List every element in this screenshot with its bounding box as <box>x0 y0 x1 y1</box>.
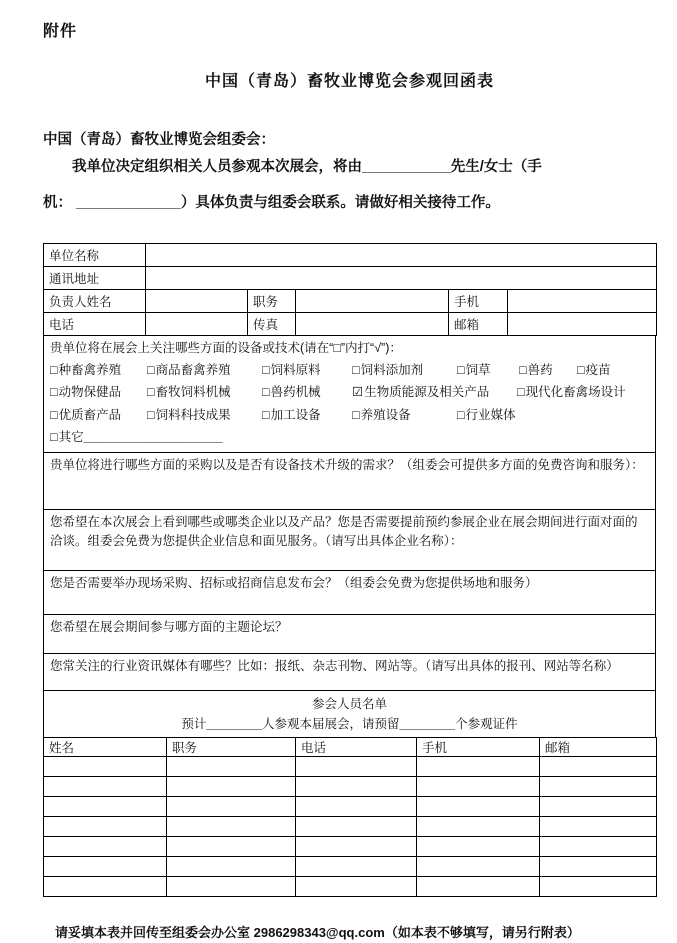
checkbox-icon: □ <box>50 430 58 444</box>
email-label: 邮箱 <box>449 313 508 336</box>
question-text: 您是否需要举办现场采购、招标或招商信息发布会？（组委会免费为您提供场地和服务） <box>50 575 538 590</box>
checkbox-item[interactable] <box>147 359 262 382</box>
question-procurement-cell[interactable] <box>44 452 656 509</box>
participant-cell[interactable] <box>296 776 417 796</box>
checkbox-icon: □ <box>50 362 58 377</box>
focus-areas-cell <box>44 336 656 453</box>
subtitle-text: 人参观本届展会，请预留 <box>261 716 400 731</box>
checkbox-item[interactable] <box>147 381 262 404</box>
attachment-label: 附件 <box>43 23 78 40</box>
participant-cell[interactable] <box>296 876 417 896</box>
participants-table <box>43 737 657 897</box>
subtitle-text: 个参观证件 <box>455 716 518 731</box>
address-input-cell[interactable] <box>146 267 657 290</box>
checkbox-line <box>50 381 649 404</box>
table-row <box>44 336 656 453</box>
participant-row <box>44 876 657 896</box>
checkbox-label: 优质畜产品 <box>58 407 122 422</box>
checkbox-item[interactable] <box>50 381 147 404</box>
checkbox-icon: □ <box>147 362 155 377</box>
intro-line-2 <box>43 185 656 221</box>
column-header-position: 职务 <box>167 737 296 756</box>
address-label: 通讯地址 <box>44 267 146 290</box>
checkbox-icon: □ <box>577 362 585 377</box>
table-row <box>44 244 657 267</box>
participant-cell[interactable] <box>167 756 296 776</box>
checkbox-icon: □ <box>262 407 270 422</box>
fill-blank-visitor-count[interactable]: ________ <box>206 716 262 731</box>
participants-subtitle <box>50 714 649 734</box>
question-text: 您常关注的行业资讯媒体有哪些？比如：报纸、杂志刊物、网站等。（请写出具体的报刊、网站等名称） <box>50 658 619 673</box>
checkbox-label: 疫苗 <box>585 362 611 377</box>
checkbox-icon: □ <box>457 407 465 422</box>
subtitle-text: 预计 <box>181 716 207 731</box>
mobile-input-cell[interactable] <box>508 290 657 313</box>
table-row <box>44 509 656 570</box>
fax-label: 传真 <box>248 313 296 336</box>
checkbox-label: 兽药机械 <box>270 385 321 399</box>
checkbox-item[interactable] <box>577 359 611 382</box>
company-name-input-cell[interactable] <box>146 244 657 267</box>
intro-text: 先生/女士（手 <box>450 159 542 175</box>
participant-cell[interactable] <box>44 816 167 836</box>
participant-cell[interactable] <box>540 836 657 856</box>
participant-cell[interactable] <box>417 796 540 816</box>
participant-cell[interactable] <box>44 876 167 896</box>
table-row <box>44 653 656 690</box>
page-title: 中国（青岛）畜牧业博览会参观回函表 <box>204 73 494 90</box>
participants-header-row <box>44 737 657 756</box>
checkbox-item[interactable] <box>457 359 519 382</box>
table-row <box>44 313 657 336</box>
fill-blank-contact-mobile[interactable]: _____________ <box>76 195 181 211</box>
checkbox-label: 畜牧饲料机械 <box>155 385 231 399</box>
participant-row <box>44 836 657 856</box>
participant-cell[interactable] <box>167 856 296 876</box>
checkbox-item[interactable] <box>457 404 519 427</box>
question-text: 您希望在展会期间参与哪方面的主题论坛？ <box>50 619 288 634</box>
participant-cell[interactable] <box>296 756 417 776</box>
fill-blank-contact-name[interactable]: ___________ <box>362 159 451 175</box>
footer-note <box>43 924 668 942</box>
checkbox-item[interactable] <box>517 381 626 404</box>
participant-cell[interactable] <box>296 856 417 876</box>
mobile-label: 手机 <box>449 290 508 313</box>
column-header-email: 邮箱 <box>540 737 657 756</box>
intro-paragraph <box>43 149 656 221</box>
checkbox-label: 饲料添加剂 <box>360 362 424 377</box>
participant-cell[interactable] <box>296 836 417 856</box>
question-text: 贵单位将进行哪些方面的采购以及是否有设备技术升级的需求？（组委会可提供多方面的免费咨询和服务）： <box>50 457 644 472</box>
checkbox-options <box>50 359 649 449</box>
intro-text: 机： <box>43 195 77 211</box>
checkbox-label: 养殖设备 <box>360 407 411 422</box>
checkbox-icon: □ <box>352 362 360 377</box>
checkbox-icon: □ <box>517 385 525 399</box>
checkbox-label: 行业媒体 <box>465 407 516 422</box>
checkbox-item[interactable] <box>352 404 457 427</box>
checkbox-item[interactable] <box>50 359 147 382</box>
checkbox-label: 饲料科技成果 <box>155 407 231 422</box>
participant-cell[interactable] <box>296 816 417 836</box>
column-header-mobile: 手机 <box>417 737 540 756</box>
checkbox-checked-icon: ☑ <box>352 385 364 399</box>
participant-cell[interactable] <box>167 876 296 896</box>
checkbox-line <box>50 359 649 382</box>
checkbox-item[interactable] <box>50 404 147 427</box>
column-header-phone: 电话 <box>296 737 417 756</box>
participant-cell[interactable] <box>167 816 296 836</box>
phone-input-cell[interactable] <box>146 313 248 336</box>
company-name-label: 单位名称 <box>44 244 146 267</box>
intro-text: ）具体负责与组委会联系。请做好相关接待工作。 <box>180 195 500 211</box>
phone-label: 电话 <box>44 313 146 336</box>
participant-cell[interactable] <box>417 836 540 856</box>
checkbox-label: 其它 <box>58 430 84 444</box>
checkbox-label: 饲料原料 <box>270 362 321 377</box>
table-row <box>44 690 656 737</box>
table-row <box>44 290 657 313</box>
question-forum-cell[interactable] <box>44 614 656 653</box>
participant-cell[interactable] <box>417 816 540 836</box>
participant-cell[interactable] <box>417 776 540 796</box>
participant-cell[interactable] <box>417 756 540 776</box>
participant-cell[interactable] <box>44 776 167 796</box>
fill-blank-other[interactable]: ____________________ <box>83 430 223 444</box>
checkbox-icon: □ <box>352 407 360 422</box>
participant-cell[interactable] <box>540 816 657 836</box>
checkbox-label: 加工设备 <box>270 407 321 422</box>
table-row <box>44 614 656 653</box>
checkbox-item[interactable] <box>519 359 577 382</box>
checkbox-item[interactable] <box>50 426 223 449</box>
checkbox-label: 生物质能源及相关产品 <box>364 385 490 399</box>
participant-cell[interactable] <box>417 876 540 896</box>
participant-row <box>44 756 657 776</box>
checkbox-item[interactable] <box>262 381 352 404</box>
checkbox-icon: □ <box>147 385 155 399</box>
participant-cell[interactable] <box>540 756 657 776</box>
checkbox-label: 现代化畜禽场设计 <box>525 385 626 399</box>
participant-cell[interactable] <box>540 856 657 876</box>
participants-list-title: 参会人员名单 <box>311 696 387 711</box>
checkbox-label: 商品畜禽养殖 <box>155 362 231 377</box>
participant-cell[interactable] <box>167 836 296 856</box>
table-row <box>44 452 656 509</box>
fax-input-cell[interactable] <box>296 313 449 336</box>
checkbox-line <box>50 426 649 449</box>
checkbox-item[interactable] <box>147 404 262 427</box>
focus-areas-title: 贵单位将在展会上关注哪些方面的设备或技术(请在“□”内打“√”)： <box>50 341 402 355</box>
checkbox-label: 饲草 <box>465 362 491 377</box>
contact-info-table <box>43 243 657 336</box>
participant-cell[interactable] <box>167 776 296 796</box>
participant-cell[interactable] <box>540 876 657 896</box>
participant-cell[interactable] <box>417 856 540 876</box>
participant-row <box>44 856 657 876</box>
position-input-cell[interactable] <box>296 290 449 313</box>
participant-cell[interactable] <box>44 796 167 816</box>
footer-text: （如本表不够填写，请另行附表） <box>384 924 580 940</box>
question-text: 您希望在本次展会上看到哪些或哪类企业以及产品？您是否需要提前预约参展企业在展会期间进行面对面的洽谈。组委会免费为您提供企业信息和面见服务。（请写出具体企业名称）： <box>50 514 638 548</box>
participant-row <box>44 816 657 836</box>
checkbox-icon: □ <box>50 385 58 399</box>
footer-text: 请妥填本表并回传至组委会办公室 <box>55 924 254 940</box>
checkbox-icon: □ <box>262 385 270 399</box>
participant-cell[interactable] <box>44 856 167 876</box>
participant-cell[interactable] <box>540 776 657 796</box>
salutation: 中国（青岛）畜牧业博览会组委会： <box>43 132 275 148</box>
participants-title-table <box>43 690 656 738</box>
participant-cell[interactable] <box>44 836 167 856</box>
intro-text: 我单位决定组织相关人员参观本次展会，将由 <box>72 159 362 175</box>
checkbox-label: 兽药 <box>527 362 553 377</box>
participant-cell[interactable] <box>540 796 657 816</box>
checkbox-icon: □ <box>50 407 58 422</box>
contact-person-label: 负责人姓名 <box>44 290 146 313</box>
intro-line-1 <box>43 149 656 185</box>
question-exhibitors-cell[interactable] <box>44 509 656 570</box>
question-media-cell[interactable] <box>44 653 656 690</box>
participant-row <box>44 796 657 816</box>
checkbox-icon: □ <box>457 362 465 377</box>
questions-table <box>43 335 656 691</box>
checkbox-icon: □ <box>147 407 155 422</box>
checkbox-label: 动物保健品 <box>58 385 122 399</box>
checkbox-item[interactable] <box>262 404 352 427</box>
checkbox-icon: □ <box>519 362 527 377</box>
checkbox-item[interactable] <box>352 359 457 382</box>
participants-header-cell <box>44 690 656 737</box>
checkbox-item[interactable] <box>262 359 352 382</box>
table-row <box>44 570 656 614</box>
checkbox-icon: □ <box>262 362 270 377</box>
participant-cell[interactable] <box>44 756 167 776</box>
table-row <box>44 267 657 290</box>
footer-email: 2986298343@qq.com <box>253 924 385 940</box>
question-press-conference-cell[interactable] <box>44 570 656 614</box>
participant-cell[interactable] <box>167 796 296 816</box>
checkbox-label: 种畜禽养殖 <box>58 362 122 377</box>
contact-person-input-cell[interactable] <box>146 290 248 313</box>
checkbox-line <box>50 404 649 427</box>
participant-cell[interactable] <box>296 796 417 816</box>
fill-blank-badge-count[interactable]: ________ <box>399 716 456 731</box>
email-input-cell[interactable] <box>508 313 657 336</box>
participant-row <box>44 776 657 796</box>
checkbox-item[interactable] <box>352 381 517 404</box>
column-header-name: 姓名 <box>44 737 167 756</box>
position-label: 职务 <box>248 290 296 313</box>
